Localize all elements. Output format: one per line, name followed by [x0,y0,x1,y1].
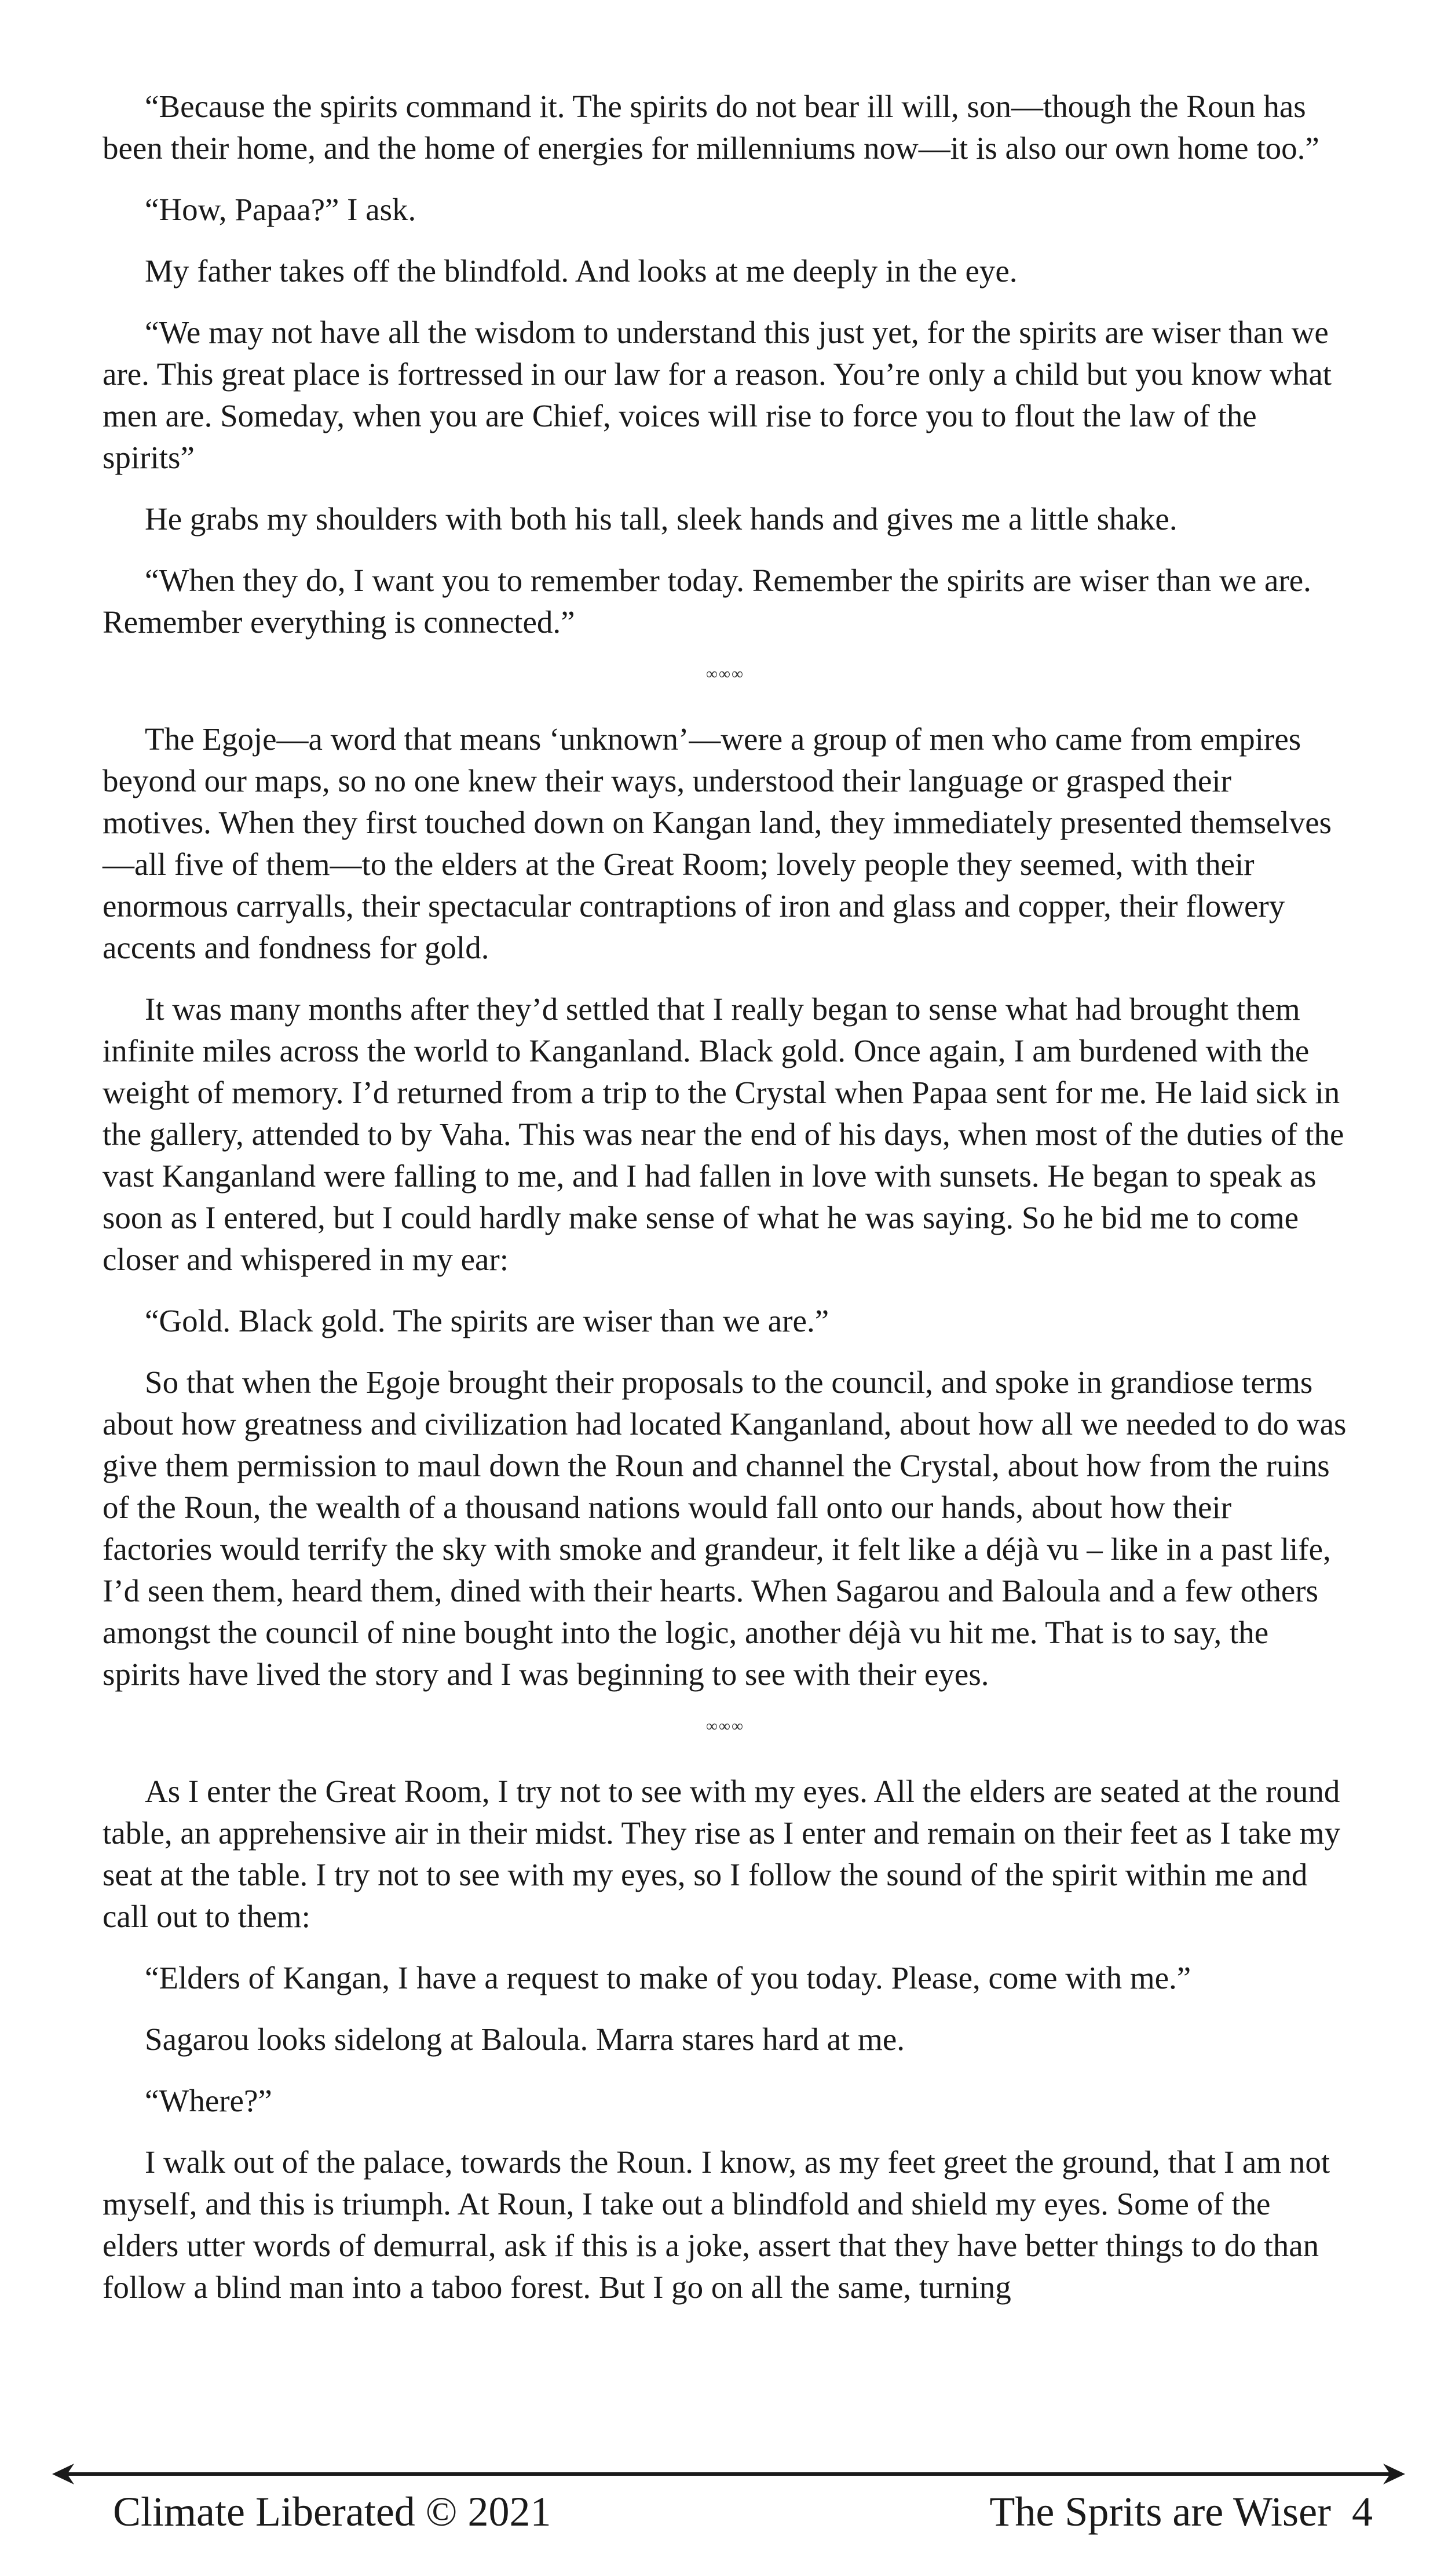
paragraph: It was many months after they’d settled that I really began to sense what had brought them infinite miles across the world to Kanganland. Black gold. Once again, I am burdened with the weight of memory. I’d returned from a trip to the Crystal when Papaa sent for me. He laid sick in the gallery, attended to by Vaha. This was near the end of his days, when most of the duties of the vast Kanganland were falling to me, and I had fallen in love with sunsets. He began to speak as soon as I entered, but I could hardly make sense of what he was saying. So he bid me to come closer and whispered in my ear: [103,991,1344,1277]
paragraph: So that when the Egoje brought their proposals to the council, and spoke in grandiose terms about how greatness and civilization had located Kanganland, about how all we needed to do was give them permission to maul down the Roun and channel the Crystal, about how from the ruins of the Roun, the wealth of a thousand nations would fall onto our hands, about how their factories would terrify the sky with smoke and grandeur, it felt like a déjà vu – like in a past life, I’d seen them, heard them, dined with their hearts. When Sagarou and Baloula and a few others amongst the council of nine bought into the logic, another déjà vu hit me. That is to say, the spirits have lived the story and I was beginning to see with their eyes. [103,1364,1347,1692]
paragraph: Sagarou looks sidelong at Baloula. Marra stares hard at me. [145,2022,905,2057]
paragraph: “Elders of Kangan, I have a request to make of you today. Please, come with me.” [145,1960,1191,1995]
footer-book-title: The Sprits are Wiser [989,2489,1331,2535]
paragraph: “How, Papaa?” I ask. [145,192,416,227]
paragraph: As I enter the Great Room, I try not to see with my eyes. All the elders are seated at the round table, an apprehensive air in their midst. They rise as I enter and remain on their feet as I take my seat at the table. I try not to see with my eyes, so I follow the sound of the spirit within me and call out to them: [103,1774,1341,1934]
book-page [103,86,1348,2328]
paragraph: My father takes off the blindfold. And looks at me deeply in the eye. [145,253,1018,289]
section-divider-ornament: ∞∞∞ [706,665,744,683]
paragraph: The Egoje—a word that means ‘unknown’—were a group of men who came from empires beyond our maps, so no one knew their ways, understood their language or grasped their motives. When they first touched down on Kangan land, they immediately presented themselves—all five of them—to the elders at the Great Room; lovely people they seemed, with their enormous carryalls, their spectacular contraptions of iron and glass and copper, their flowery accents and fondness for gold. [103,721,1332,965]
paragraph: He grabs my shoulders with both his tall, sleek hands and gives me a little shake. [145,501,1178,537]
paragraph: “We may not have all the wisdom to understand this just yet, for the spirits are wiser than we are. This great place is fortressed in our law for a reason. You’re only a child but you know what men are. Someday, when you are Chief, voices will rise to force you to flout the law of the spirits” [103,315,1332,475]
paragraph: “Because the spirits command it. The spirits do not bear ill will, son—though the Roun has been their home, and the home of energies for millenniums now—it is also our own home too.” [103,89,1319,166]
footer-right [989,2486,1373,2538]
section-divider-ornament: ∞∞∞ [706,1717,744,1735]
paragraph: “Gold. Black gold. The spirits are wiser than we are.” [145,1303,829,1338]
footer-copyright: Climate Liberated © 2021 [113,2489,551,2535]
paragraph: “When they do, I want you to remember today. Remember the spirits are wiser than we are. Remember everything is connected.” [103,563,1311,640]
footer-arrow-line [51,2462,1406,2486]
paragraph: “Where?” [145,2083,272,2118]
page-number: 4 [1352,2489,1373,2535]
paragraph: I walk out of the palace, towards the Roun. I know, as my feet greet the ground, that I am not myself, and this is triumph. At Roun, I take out a blindfold and shield my eyes. Some of the elders utter words of demurral, ask if this is a joke, assert that they have better things to do than follow a blind man into a taboo forest. But I go on all the same, turning [103,2144,1330,2305]
